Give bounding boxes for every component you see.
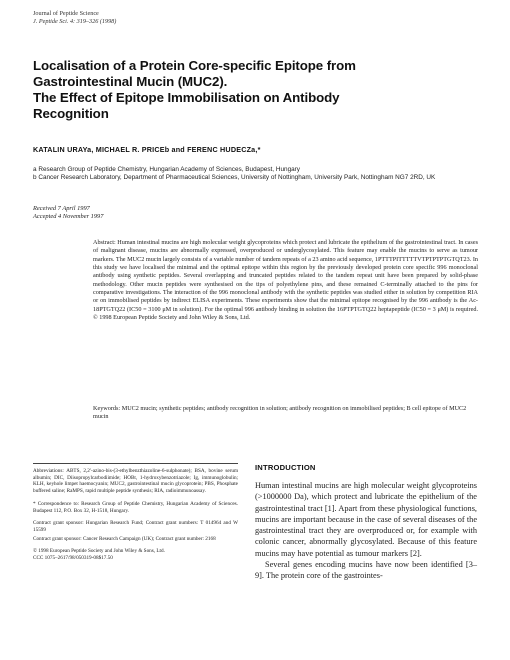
grant-footnote-2: Contract grant sponsor: Cancer Research Campaign (UK); Contract grant number: 2168 [33, 535, 216, 542]
title-line-3: The Effect of Epitope Immobilisation on Antibody [33, 90, 340, 105]
correspondence-footnote: * Correspondence to: Research Group of Peptide Chemistry, Hungarian Academy of Sciences. Budapest 112, P.O. Box 32, H-1518, Hungary. [33, 500, 238, 514]
introduction-heading: INTRODUCTION [255, 463, 316, 472]
ccc-line: CCC 1075–2617/98/050319-08$17.50 [33, 555, 113, 562]
abstract: Abstract: Human intestinal mucins are high molecular weight glycoproteins which protect and lubricate the epithelium of the gastrointestinal tract. In cases of malignant disease, mucins are abnormally expressed, overproduced or underglycosylated. This feature may enable the mucins to serve as tumour markers. The MUC2 mucin largely consists of a variable number of tandem repeats of a 23 amino acid sequence, 1PTTTPITTTTTVTPTPTPTGTQT23. In this study we have localised the minimal and the optimal epitope within this region by the previously developed protein core specific 996 monoclonal antibody using synthetic peptides. Several overlapping and truncated peptides related to the tandem repeat unit have been prepared by solid-phase methodology. Other mucin peptides were synthesised on the tips of polyethylene pins, and these remained C-terminally attached to the pins for comparative investigations. The interaction of the 996 monoclonal antibody with the synthetic peptides was studied either in solution by competition RIA or on immobilised peptides by indirect ELISA experiments. These experiments show that the minimal epitope recognised by the 996 antibody is the Ac-18PTGTQ22 (IC50 = 3100 μM in solution). For the optimal 996 antibody binding in solution the 16PTPTGTQ22 heptapeptide (IC50 = 3 μM) is required. © 1998 European Peptide Society and John Wiley & Sons, Ltd. [93, 239, 478, 322]
keywords: Keywords: MUC2 mucin; synthetic peptides; antibody recognition in solution; antibody recognition on immobilised peptides; B cell epitope of MUC2 mucin [93, 405, 467, 421]
journal-name: Journal of Peptide Science [33, 10, 99, 17]
title-line-4: Recognition [33, 106, 109, 121]
introduction-body [255, 480, 477, 581]
footnote-divider [33, 463, 238, 464]
title-line-2: Gastrointestinal Mucin (MUC2). [33, 74, 228, 89]
abbreviations-footnote: Abbreviations: ABTS, 2,2′-azino-bis-(3-ethylbenzthiazoline-6-sulphonate); BSA, bovine serum albumin; DIC, Diisopropylcarbodiimide; HOBt, 1-hydroxybenzotriazole; Ig, immunoglobulin; KLH, keyhole limpet haemocyanin; MUC2, gastrointestinal mucin glycoprotein; PBS, Phosphate buffered saline; RaMPS, rapid multiple peptide synthesis; RIA, radioimmunoassay. [33, 468, 238, 495]
introduction-paragraph-1: Human intestinal mucins are high molecular weight glycoproteins (>1000000 Da), which protect and lubricate the epithelium of the gastrointestinal tract [1]. Apart from these physiological functions, mucins are important because in the case of several diseases of the gastrointestinal tract they are overproduced or, for example with colonic cancer, abnormally glycosylated. Because of this feature mucins may have potential as tumour markers [2]. [255, 481, 477, 558]
accepted-date: Accepted 4 November 1997 [33, 213, 104, 221]
article-title [33, 58, 483, 122]
journal-header [33, 10, 116, 26]
affiliations [33, 166, 473, 183]
author-list: KATALIN URAYa, MICHAEL R. PRICEb and FERENC HUDECZa,* [33, 145, 261, 154]
affiliation-a: a Research Group of Peptide Chemistry, Hungarian Academy of Sciences, Budapest, Hungary [33, 166, 301, 173]
affiliation-b: b Cancer Research Laboratory, Department of Pharmaceutical Sciences, University of Nottingham, University Park, Nottingham NG7 2RD, UK [33, 174, 436, 182]
journal-citation: J. Peptide Sci. 4: 319–326 (1998) [33, 18, 117, 25]
received-date: Received 7 April 1997 [33, 205, 90, 212]
introduction-paragraph-2: Several genes encoding mucins have now been identified [3–9]. The protein core of the gastrointes- [255, 559, 477, 580]
title-line-1: Localisation of a Protein Core-specific Epitope from [33, 58, 356, 73]
article-dates [33, 205, 103, 222]
copyright-line: © 1998 European Peptide Society and John Wiley & Sons, Ltd. [33, 548, 165, 555]
grant-footnote-1: Contract grant sponsor: Hungarian Research Fund; Contract grant numbers: T 014964 and W 15599 [33, 520, 238, 533]
footnotes-column [33, 463, 238, 562]
